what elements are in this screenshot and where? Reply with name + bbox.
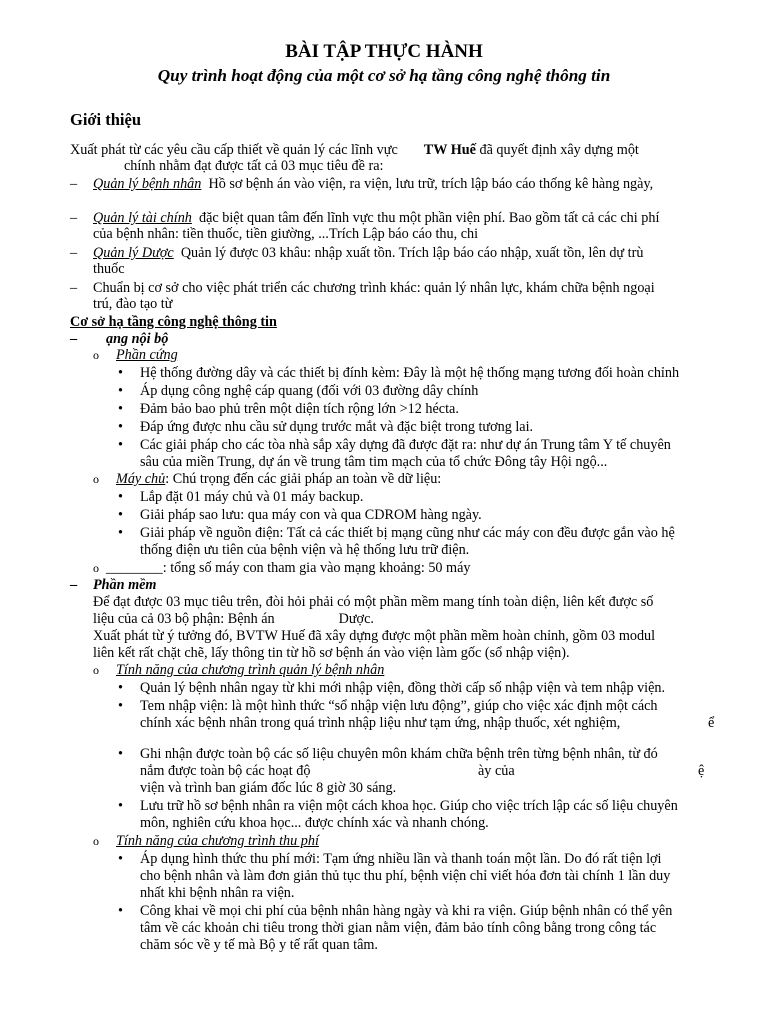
subsection-hardware: Phần cứng <box>116 347 178 363</box>
list-item: Đáp ứng được nhu cầu sử dụng trước mắt và đặc biệt trong tương lai. <box>140 419 534 435</box>
list-item: Các giải pháp cho các tòa nhà sắp xây dựng đã được đặt ra: như dự án Trung tâm Y tế chuyên <box>140 437 671 453</box>
subsection-clients: ________: tổng số máy con tham gia vào mạng khoảng: 50 máy <box>106 560 471 576</box>
dot-marker: • <box>118 680 123 696</box>
list-item: Áp dụng hình thức thu phí mới: Tạm ứng nhiều lần và thanh toán một lần. Do đó rất tiện lợi <box>140 851 662 867</box>
list-item: Lưu trữ hồ sơ bệnh nhân ra viện một cách khoa học. Giúp cho việc trích lập các số liệu chuyên <box>140 798 678 814</box>
subsection-fee: Tính năng của chương trình thu phí <box>116 833 319 849</box>
list-item: Tem nhập viện: là một hình thức “sổ nhập viện lưu động”, giúp cho việc xác định một cách <box>140 698 658 714</box>
list-item: Hệ thống đường dây và các thiết bị đính kèm: Đây là một hệ thống mạng tương đối hoàn chỉnh <box>140 365 680 381</box>
list-item-line: cho bệnh nhân và làm đơn giản thủ tục thu phí, bệnh viện chỉ viết hóa đơn tài chính 1 lần duy <box>140 868 671 884</box>
list-item: Quản lý bệnh nhân Hồ sơ bệnh án vào viện, ra viện, lưu trữ, trích lập báo cáo thống kê hàng ngày, <box>93 176 654 192</box>
paragraph-line: Xuất phát từ ý tưởng đó, BVTW Huế đã xây dựng được một phần mềm hoàn chỉnh, gồm 03 modul <box>93 628 656 644</box>
list-item: Quản lý Dược Quản lý được 03 khâu: nhập xuất tồn. Trích lập báo cáo nhập, xuất tồn, lên dự trù <box>93 245 644 261</box>
dot-marker: • <box>118 746 123 762</box>
list-item-line: trú, đào tạo từ <box>93 296 173 312</box>
circle-marker: o <box>93 561 99 575</box>
dash-marker: – <box>70 331 78 347</box>
list-item-line: chăm sóc về y tế mà Bộ y tế rất quan tâm. <box>140 937 378 953</box>
text-fragment: ày của <box>478 763 515 779</box>
list-item-line: sâu của miền Trung, dự án về trung tâm tim mạch của tổ chức Đông tây Hội ngộ... <box>140 454 608 470</box>
dot-marker: • <box>118 507 123 523</box>
paragraph-line: Để đạt được 03 mục tiêu trên, đòi hỏi phải có một phần mềm mang tính toàn diện, liên kết được số <box>93 594 654 610</box>
list-item-line: viện và trình ban giám đốc lúc 8 giờ 30 sáng. <box>140 780 397 796</box>
intro-paragraph-line: Xuất phát từ các yêu cầu cấp thiết về quản lý các lĩnh vực TW Huế đã quyết định xây dựng một <box>70 142 639 158</box>
circle-marker: o <box>93 834 99 848</box>
dash-marker: – <box>70 280 78 296</box>
circle-marker: o <box>93 348 99 362</box>
list-item-line: thuốc <box>93 261 125 277</box>
text-fragment: ể <box>708 715 715 731</box>
list-item-line: của bệnh nhân: tiền thuốc, tiền giường, ...Trích Lập báo cáo thu, chi <box>93 226 479 242</box>
dot-marker: • <box>118 851 123 867</box>
section-heading-infra: Cơ sở hạ tầng công nghệ thông tin <box>70 314 277 330</box>
list-item: Giải pháp sao lưu: qua máy con và qua CDROM hàng ngày. <box>140 507 482 523</box>
dot-marker: • <box>118 798 123 814</box>
dash-marker: – <box>70 210 78 226</box>
list-item-line: nhất khi bệnh nhân ra viện. <box>140 885 295 901</box>
list-item: Ghi nhận được toàn bộ các số liệu chuyên môn khám chữa bệnh trên từng bệnh nhân, từ đó <box>140 746 658 762</box>
list-item-line: tâm về các khoản chi tiêu trong thời gian nằm viện, đảm bảo tính công bằng trong công tác <box>140 920 657 936</box>
intro-paragraph-line: chính nhằm đạt được tất cả 03 mục tiêu đề ra: <box>124 158 384 174</box>
list-item-line: thống điện ưu tiên của bệnh viện và hệ thống lưu trữ điện. <box>140 542 470 558</box>
dot-marker: • <box>118 383 123 399</box>
list-item: Quản lý bệnh nhân ngay từ khi mới nhập viện, đồng thời cấp số nhập viện và tem nhập viện. <box>140 680 666 696</box>
dash-marker: – <box>70 577 78 593</box>
list-item: Chuẩn bị cơ sở cho việc phát triển các chương trình khác: quản lý nhân lực, khám chữa bệnh ngoại <box>93 280 655 296</box>
subsection-server: Máy chủ: Chú trọng đến các giải pháp an toàn về dữ liệu: <box>116 471 442 487</box>
text-fragment: ệ <box>698 763 705 779</box>
page-subtitle: Quy trình hoạt động của một cơ sở hạ tầng công nghệ thông tin <box>157 66 611 85</box>
dash-marker: – <box>70 245 78 261</box>
list-item: Giải pháp về nguồn điện: Tất cả các thiết bị mạng cũng như các máy con đều được gắn vào hệ <box>140 525 675 541</box>
list-item-line: nắm được toàn bộ các hoạt độ <box>140 763 311 779</box>
list-item: Quản lý tài chính đặc biệt quan tâm đến lĩnh vực thu một phần viện phí. Bao gồm tất cả các chi phí <box>93 210 660 226</box>
list-item: Công khai về mọi chi phí của bệnh nhân hàng ngày và khi ra viện. Giúp bệnh nhân có thể yên <box>140 903 673 919</box>
dot-marker: • <box>118 525 123 541</box>
list-item: Đảm bảo bao phủ trên một diện tích rộng lớn >12 hécta. <box>140 401 459 417</box>
subsection-lan: ạng nội bộ <box>106 331 169 347</box>
intro-heading: Giới thiệu <box>70 110 142 129</box>
circle-marker: o <box>93 472 99 486</box>
dot-marker: • <box>118 437 123 453</box>
dash-marker: – <box>70 176 78 192</box>
section-heading-software: Phần mềm <box>93 577 157 593</box>
page-title: BÀI TẬP THỰC HÀNH <box>285 41 483 62</box>
list-item: Áp dụng công nghệ cáp quang (đối với 03 đường dây chính <box>140 383 479 399</box>
dot-marker: • <box>118 489 123 505</box>
list-item-line: môn, nghiên cứu khoa học... được chính xác và nhanh chóng. <box>140 815 489 831</box>
dot-marker: • <box>118 365 123 381</box>
list-item: Lắp đặt 01 máy chủ và 01 máy backup. <box>140 489 364 505</box>
paragraph-line: liên kết rất chặt chẽ, lấy thông tin từ hồ sơ bệnh án vào viện làm gốc (sổ nhập viện). <box>93 645 570 661</box>
dot-marker: • <box>118 401 123 417</box>
dot-marker: • <box>118 419 123 435</box>
circle-marker: o <box>93 663 99 677</box>
list-item-line: chính xác bệnh nhân trong quá trình nhập liệu như tạm ứng, nhập thuốc, xét nghiệm, <box>140 715 621 731</box>
paragraph-line: liệu của cả 03 bộ phận: Bệnh án Dược. <box>93 611 374 627</box>
subsection-patient: Tính năng của chương trình quản lý bệnh nhân <box>116 662 385 678</box>
dot-marker: • <box>118 903 123 919</box>
dot-marker: • <box>118 698 123 714</box>
